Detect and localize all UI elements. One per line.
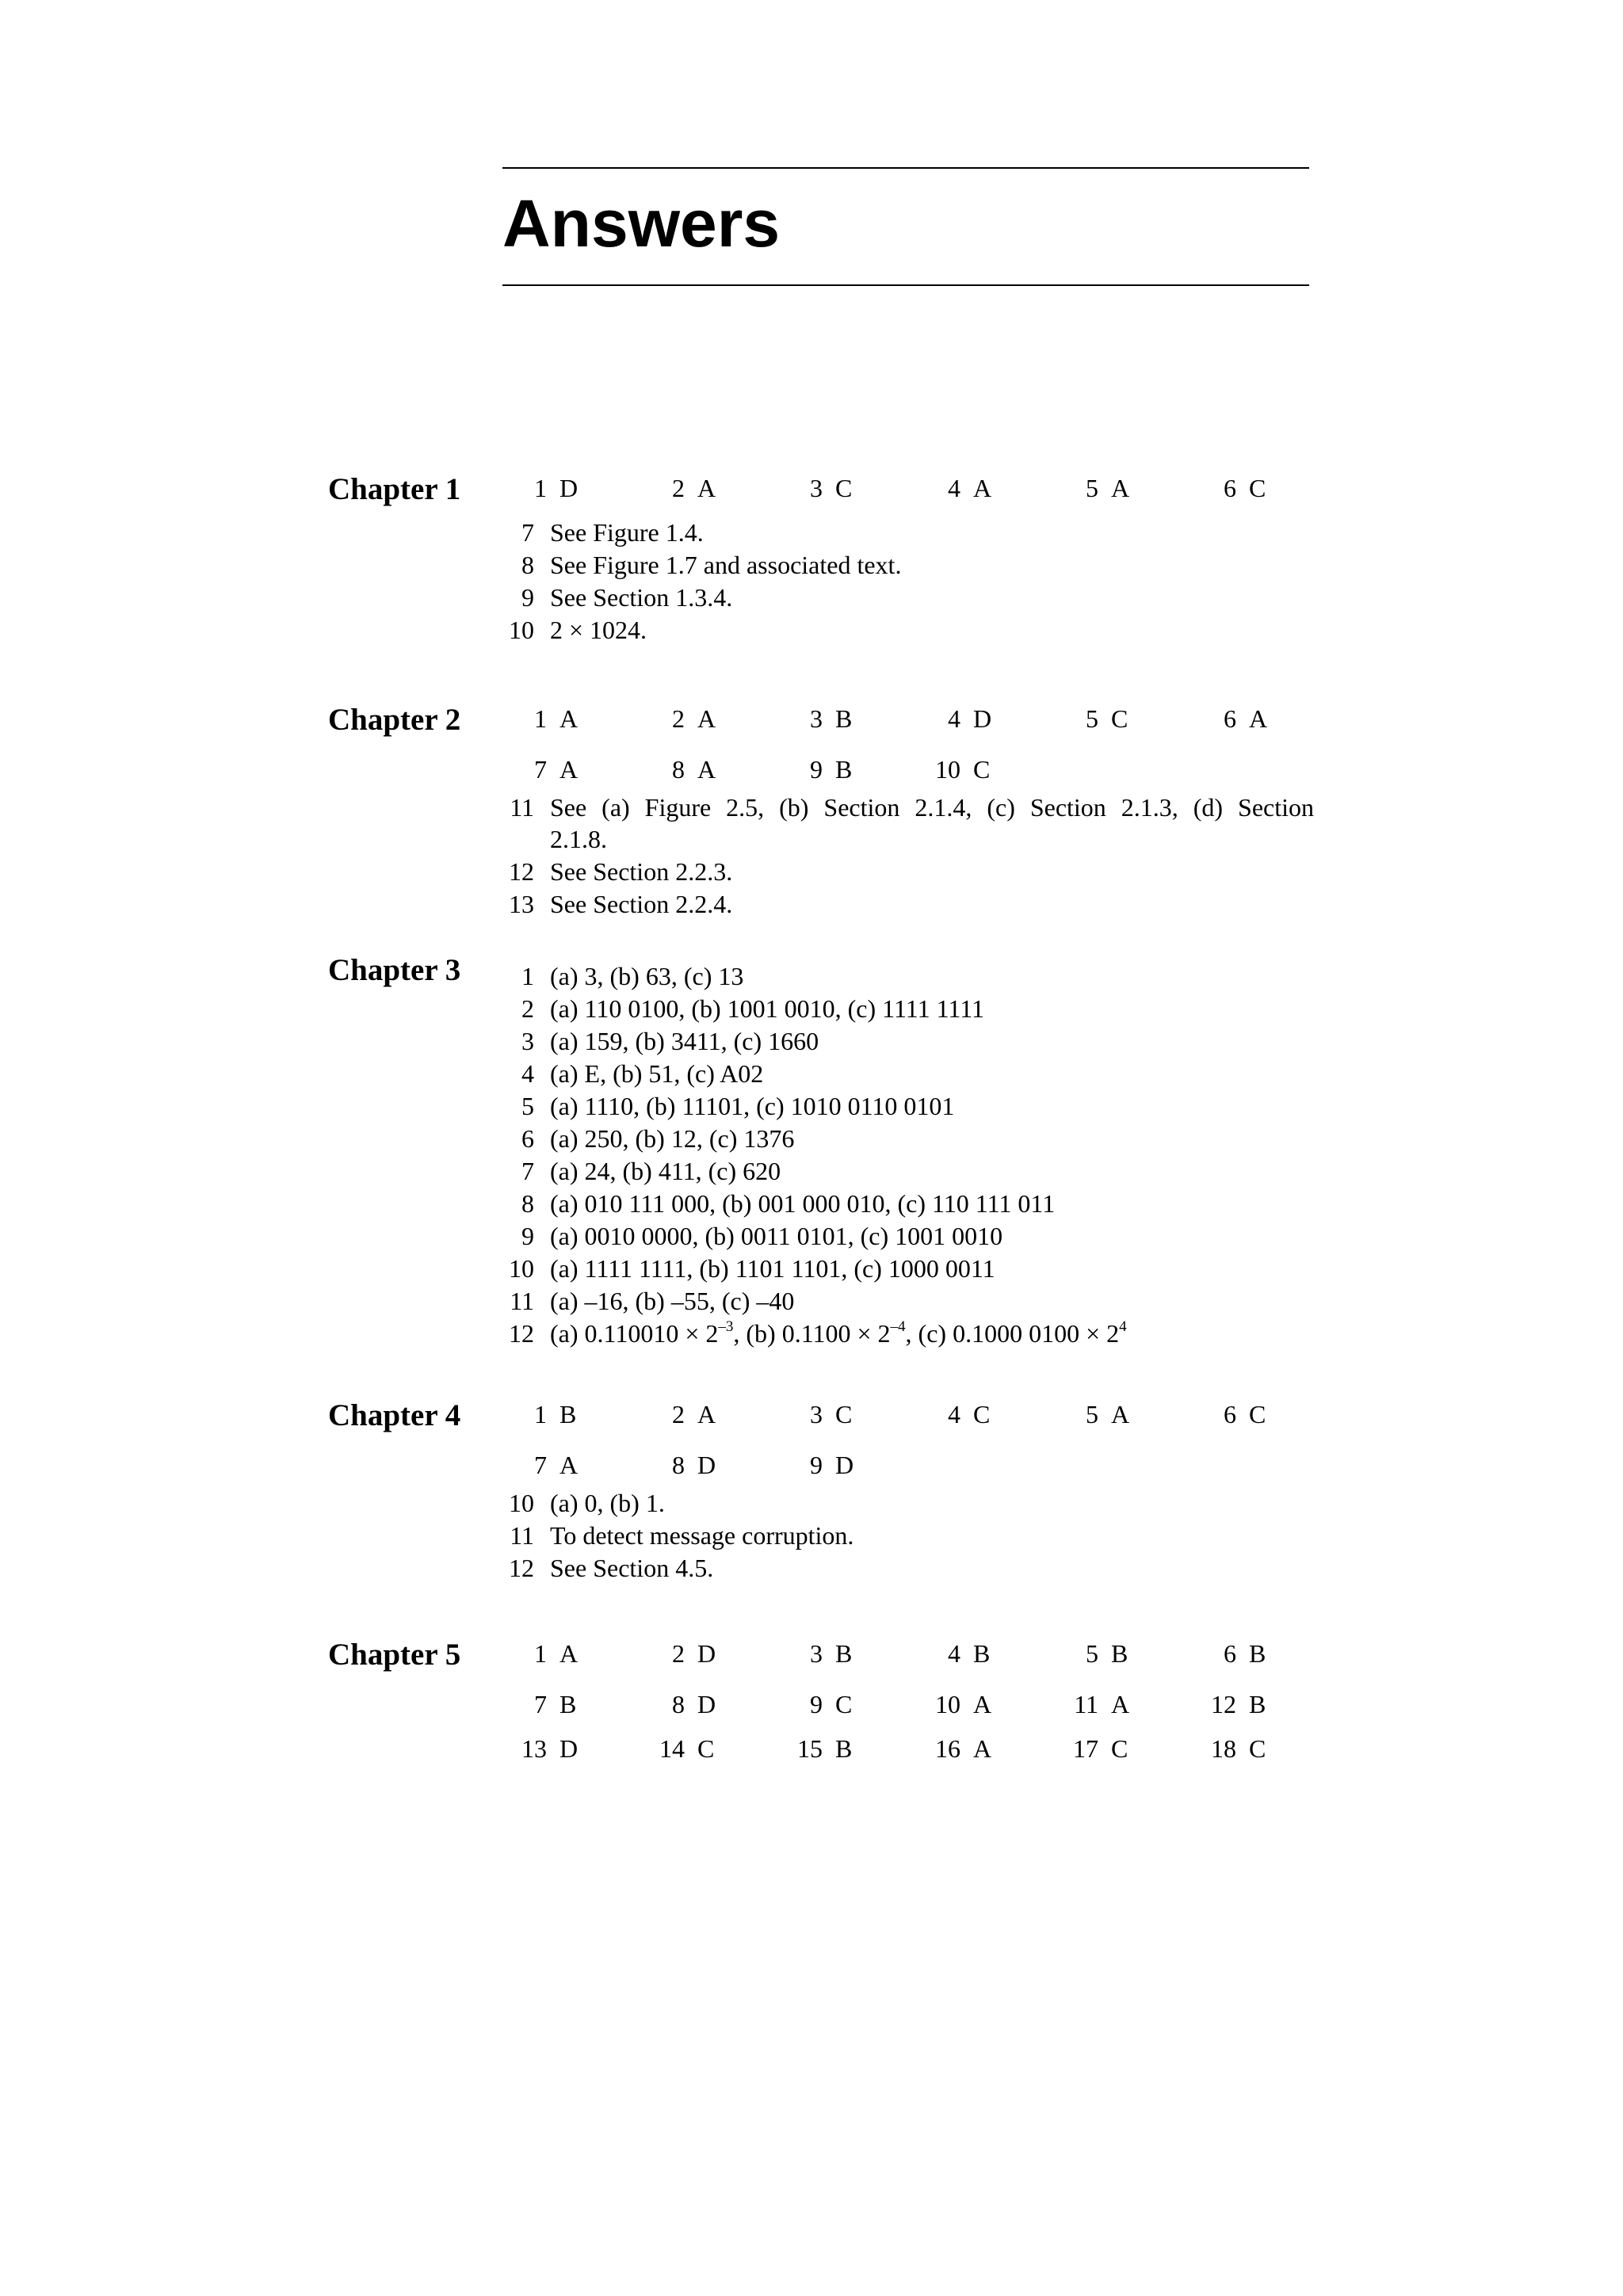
- answer-item: 1 A: [534, 1639, 579, 1668]
- item-number: 2: [521, 994, 534, 1023]
- answer-text: (a) 0010 0000, (b) 0011 0101, (c) 1001 0010: [550, 1222, 1003, 1250]
- answer-item: 3 C: [810, 1400, 853, 1428]
- answer-item: 9 C: [810, 1690, 853, 1718]
- item-number: 1: [521, 962, 534, 990]
- answer-text-continued: 2.1.8.: [550, 825, 607, 853]
- answer-item: 7 A: [534, 755, 579, 784]
- answer-item: 11 A: [1074, 1690, 1130, 1718]
- answer-text: To detect message corruption.: [550, 1521, 854, 1550]
- item-number: 7: [521, 518, 534, 547]
- answer-text: (a) 010 111 000, (b) 001 000 010, (c) 110 111 011: [550, 1189, 1056, 1218]
- answer-item: 8 A: [672, 755, 716, 784]
- chapter-4-heading: Chapter 4: [328, 1398, 461, 1432]
- answer-item: 1 D: [534, 474, 579, 502]
- answer-item: 8 D: [672, 1690, 716, 1718]
- answer-item: 13 D: [521, 1734, 579, 1763]
- answer-item: 1 A: [534, 704, 579, 733]
- item-number: 9: [521, 583, 534, 612]
- answer-item: 7 A: [534, 1451, 579, 1479]
- answer-text: (a) 250, (b) 12, (c) 1376: [550, 1124, 795, 1153]
- answer-text: See Section 1.3.4.: [550, 583, 733, 612]
- answer-text: (a) 110 0100, (b) 1001 0010, (c) 1111 1111: [550, 994, 985, 1023]
- answer-text: See Section 2.2.3.: [550, 857, 733, 886]
- answer-text: (a) 159, (b) 3411, (c) 1660: [550, 1027, 819, 1055]
- answer-item: 8 D: [672, 1451, 716, 1479]
- answer-item: 4 B: [948, 1639, 991, 1668]
- answer-item: 12 B: [1211, 1690, 1266, 1718]
- answer-text: (a) $0.110010 \times 2^{-3}$, (b) $0.1100 \times 2^{-4}$, (c) 0.1000 $0100 \times 2^4$: [550, 1318, 1127, 1348]
- answer-item: 3 B: [810, 1639, 853, 1668]
- answer-item: 4 D: [948, 704, 992, 733]
- item-number: 10: [509, 1254, 534, 1283]
- item-number: 9: [521, 1222, 534, 1250]
- answer-text: See Figure 1.4.: [550, 518, 704, 547]
- item-number: 13: [509, 890, 534, 918]
- answer-item: 3 B: [810, 704, 853, 733]
- item-number: 8: [521, 1189, 534, 1218]
- item-number: 5: [521, 1092, 534, 1120]
- item-number: 7: [521, 1157, 534, 1185]
- answer-text: (a) 1111 1111, (b) 1101 1101, (c) 1000 0011: [550, 1254, 995, 1283]
- answer-item: 3 C: [810, 474, 853, 502]
- answer-text: See Section 2.2.4.: [550, 890, 733, 918]
- item-number: 12: [509, 1319, 534, 1348]
- answer-text: See (a) Figure 2.5, (b) Section 2.1.4, (c) Section 2.1.3, (d) Section: [550, 793, 1314, 822]
- item-number: 11: [510, 1521, 534, 1550]
- answer-item: 16 A: [935, 1734, 992, 1763]
- answer-text: (a) E, (b) 51, (c) A02: [550, 1059, 764, 1088]
- answer-item: 6 B: [1224, 1639, 1266, 1668]
- answer-text: See Section 4.5.: [550, 1554, 714, 1582]
- answer-item: 2 D: [672, 1639, 716, 1668]
- answer-text: See Figure 1.7 and associated text.: [550, 551, 902, 579]
- item-number: 11: [510, 793, 534, 822]
- title-top-rule: [502, 167, 1309, 169]
- answer-item: 9 B: [810, 755, 853, 784]
- item-number: 3: [521, 1027, 534, 1055]
- answer-item: 6 C: [1224, 1400, 1266, 1428]
- answer-item: 2 A: [672, 1400, 716, 1428]
- item-number: 10: [509, 1489, 534, 1517]
- answer-text: (a) 3, (b) 63, (c) 13: [550, 962, 744, 990]
- answer-item: 15 B: [797, 1734, 853, 1763]
- answer-item: 14 C: [659, 1734, 715, 1763]
- answer-item: 5 A: [1086, 1400, 1130, 1428]
- chapter-3-heading: Chapter 3: [328, 953, 461, 987]
- title-bottom-rule: [502, 284, 1309, 286]
- answer-item: 10 A: [935, 1690, 992, 1718]
- answer-item: 5 C: [1086, 704, 1128, 733]
- answer-item: 2 A: [672, 704, 716, 733]
- chapter-1-heading: Chapter 1: [328, 472, 461, 506]
- answer-text: (a) 24, (b) 411, (c) 620: [550, 1157, 781, 1185]
- page-title: Answers: [502, 186, 781, 261]
- answer-item: 17 C: [1073, 1734, 1128, 1763]
- answer-item: 4 A: [948, 474, 992, 502]
- item-number: 12: [509, 857, 534, 886]
- answer-text: (a) 0, (b) 1.: [550, 1489, 665, 1517]
- answer-item: 5 B: [1086, 1639, 1128, 1668]
- answer-item: 18 C: [1211, 1734, 1266, 1763]
- chapter-5-heading: Chapter 5: [328, 1638, 461, 1672]
- chapter-2-heading: Chapter 2: [328, 703, 461, 737]
- answer-text: (a) –16, (b) –55, (c) –40: [550, 1287, 795, 1315]
- answer-item: 2 A: [672, 474, 716, 502]
- item-number: 11: [510, 1287, 534, 1315]
- answer-item: 6 C: [1224, 474, 1266, 502]
- answer-item: 10 C: [935, 755, 991, 784]
- answer-text: 2 × 1024.: [550, 616, 647, 644]
- answer-item: 5 A: [1086, 474, 1130, 502]
- answer-item: 7 B: [534, 1690, 577, 1718]
- answer-text: (a) 1110, (b) 11101, (c) 1010 0110 0101: [550, 1092, 955, 1120]
- answer-item: 1 B: [534, 1400, 577, 1428]
- item-number: 4: [521, 1059, 534, 1088]
- item-number: 6: [521, 1124, 534, 1153]
- answer-item: 6 A: [1224, 704, 1268, 733]
- item-number: 8: [521, 551, 534, 579]
- answer-item: 9 D: [810, 1451, 854, 1479]
- answer-item: 4 C: [948, 1400, 991, 1428]
- item-number: 12: [509, 1554, 534, 1582]
- item-number: 10: [509, 616, 534, 644]
